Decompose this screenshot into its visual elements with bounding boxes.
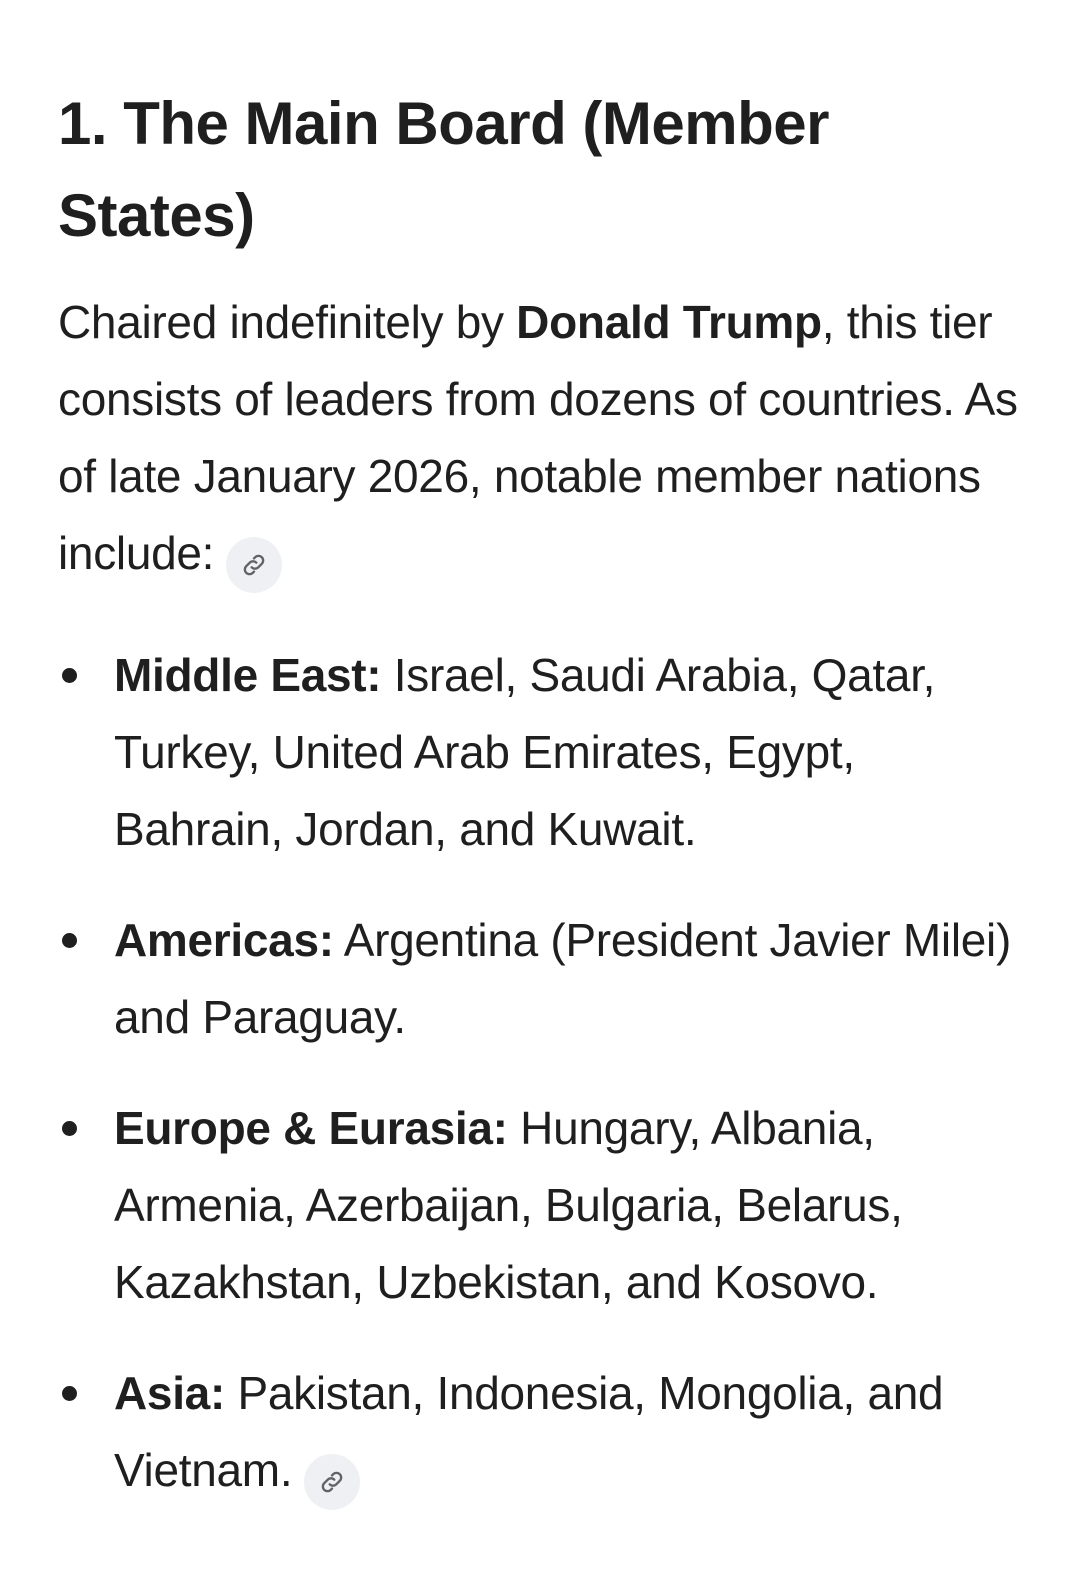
source-link-button[interactable] [226,537,282,593]
chair-name: Donald Trump [516,296,822,348]
region-label: Asia: [114,1367,225,1419]
region-countries: Argentina (President Javier Milei) and Paraguay. [114,914,1011,1043]
region-countries: Israel, Saudi Arabia, Qatar, Turkey, United Arab Emirates, Egypt, Bahrain, Jordan, and Kuwait. [114,649,936,855]
region-label: Middle East: [114,649,382,701]
intro-text-before: Chaired indefinitely by [58,296,517,348]
section-heading: 1. The Main Board (Member States) [58,90,829,249]
intro-paragraph [58,284,1022,593]
bullet-icon [62,1386,77,1401]
bullet-icon [62,1121,77,1136]
region-label: Europe & Eurasia: [114,1102,508,1154]
bullet-icon [62,933,77,948]
region-countries: Pakistan, Indonesia, Mongolia, and Vietnam. [114,1367,944,1496]
list-item-americas [58,902,1022,1056]
list-item-middle-east [58,637,1022,868]
region-label: Americas: [114,914,334,966]
member-nations-list [58,637,1022,1510]
link-icon [318,1468,346,1496]
list-item-asia [58,1355,1022,1510]
bullet-icon [62,668,77,683]
link-icon [240,551,268,579]
source-link-button[interactable] [304,1454,360,1510]
list-item-europe-eurasia [58,1090,1022,1321]
region-countries: Hungary, Albania, Armenia, Azerbaijan, Bulgaria, Belarus, Kazakhstan, Uzbekistan, and Kosovo. [114,1102,903,1308]
intro-text-after: , this tier consists of leaders from dozens of countries. As of late January 2026, notable member nations include: [58,296,1018,579]
